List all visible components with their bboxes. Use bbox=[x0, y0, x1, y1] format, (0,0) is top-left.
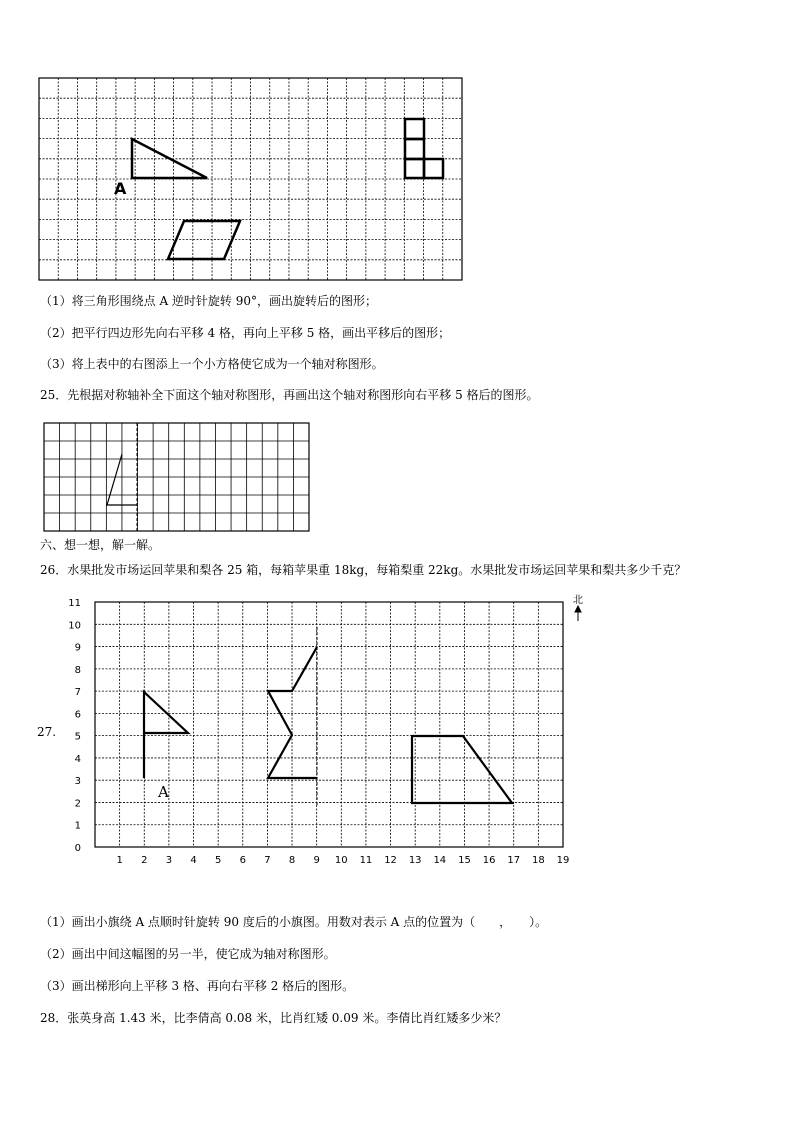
question-25: 25．先根据对称轴补全下面这个轴对称图形，再画出这个轴对称图形向右平移 5 格后的图形。 bbox=[40, 388, 539, 402]
task-1: （1）将三角形围绕点 A 逆时针旋转 90°，画出旋转后的图形； bbox=[40, 294, 378, 308]
half-figure bbox=[268, 647, 317, 778]
x-tick-label: 7 bbox=[264, 855, 271, 866]
x-tick-label: 16 bbox=[482, 855, 496, 866]
q27-task-3: （3）画出梯形向上平移 3 格、再向右平移 2 格后的图形。 bbox=[40, 979, 355, 993]
y-tick-label: 2 bbox=[74, 798, 81, 810]
flag-shape bbox=[144, 692, 188, 778]
coordinate-grid bbox=[0, 585, 794, 875]
y-tick-label: 9 bbox=[74, 642, 81, 654]
point-a-label: A bbox=[114, 179, 127, 198]
x-tick-label: 11 bbox=[359, 855, 373, 866]
q27-task-1: （1）画出小旗绕 A 点顺时针旋转 90 度后的小旗图。用数对表示 A 点的位置为（ ， ）。 bbox=[40, 915, 548, 929]
x-tick-label: 4 bbox=[190, 855, 197, 866]
x-tick-label: 18 bbox=[531, 855, 545, 866]
x-tick-label: 8 bbox=[288, 855, 296, 866]
q27-task-2: （2）画出中间这幅图的另一半，使它成为轴对称图形。 bbox=[40, 947, 336, 961]
x-tick-label: 12 bbox=[384, 855, 397, 866]
y-tick-label: 6 bbox=[74, 709, 81, 721]
task-2: （2）把平行四边形先向右平移 4 格，再向上平移 5 格，画出平移后的图形； bbox=[40, 326, 451, 340]
section-6-heading: 六、想一想，解一解。 bbox=[40, 538, 161, 552]
trapezoid-shape bbox=[412, 736, 512, 803]
grid-figure-2 bbox=[0, 410, 794, 530]
north-arrow-icon bbox=[575, 606, 581, 621]
question-28: 28．张英身高 1.43 米，比李倩高 0.08 米，比肖红矮 0.09 米。李倩比肖红矮多少米？ bbox=[40, 1011, 507, 1025]
x-tick-label: 10 bbox=[334, 855, 348, 866]
x-tick-label: 9 bbox=[313, 855, 320, 866]
y-tick-label: 8 bbox=[74, 664, 81, 676]
question-27-number: 27. bbox=[37, 725, 57, 739]
x-tick-label: 14 bbox=[433, 855, 447, 866]
y-tick-label: 3 bbox=[74, 776, 81, 788]
task-3: （3）将上表中的右图添上一个小方格使它成为一个轴对称图形。 bbox=[40, 357, 384, 371]
y-tick-label: 1 bbox=[74, 820, 81, 832]
x-tick-label: 1 bbox=[116, 855, 123, 866]
x-tick-label: 5 bbox=[214, 855, 222, 866]
x-tick-label: 3 bbox=[165, 855, 173, 866]
x-tick-label: 15 bbox=[458, 855, 471, 866]
x-tick-label: 17 bbox=[507, 855, 521, 866]
x-tick-label: 19 bbox=[556, 855, 570, 866]
north-label: 北 bbox=[573, 595, 583, 606]
triangle-shape bbox=[132, 139, 207, 178]
y-tick-label: 11 bbox=[68, 598, 81, 610]
point-a-label: A bbox=[158, 783, 169, 801]
y-tick-label: 5 bbox=[74, 731, 81, 743]
question-26: 26．水果批发市场运回苹果和梨各 25 箱，每箱苹果重 18kg，每箱梨重 22kg。水果批发市场运回苹果和梨共多少千克？ bbox=[40, 563, 687, 577]
y-tick-label: 7 bbox=[74, 687, 81, 699]
y-tick-label: 0 bbox=[74, 843, 81, 854]
x-tick-label: 2 bbox=[141, 855, 148, 866]
y-tick-label: 10 bbox=[68, 620, 81, 632]
y-tick-label: 4 bbox=[74, 753, 81, 765]
x-tick-label: 13 bbox=[408, 855, 422, 866]
grid-figure-1 bbox=[0, 0, 794, 300]
x-tick-label: 6 bbox=[239, 855, 246, 866]
l-shape bbox=[405, 119, 443, 178]
